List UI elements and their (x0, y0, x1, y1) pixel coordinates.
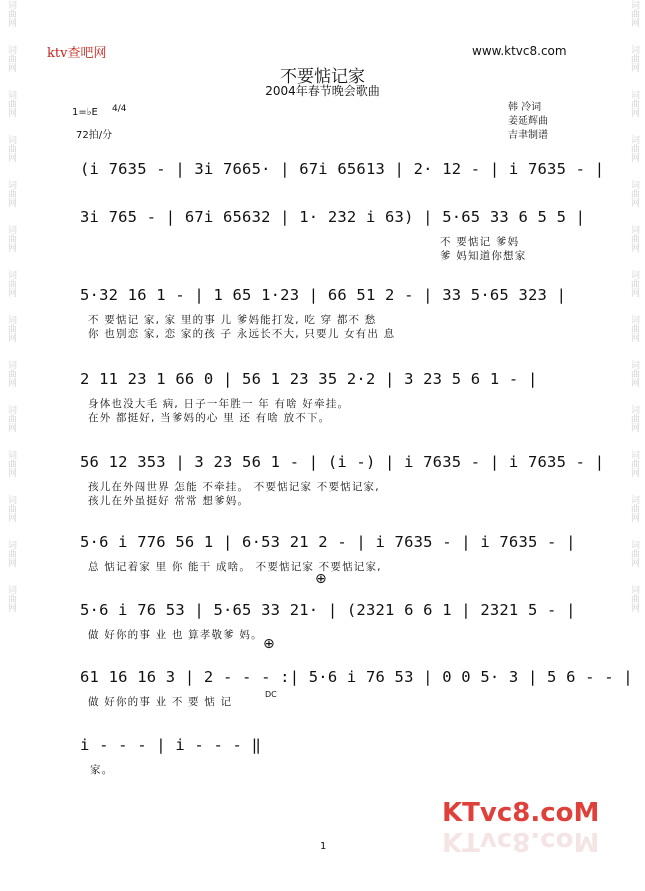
time-signature: 4/4 (112, 104, 127, 114)
score-line-notes: 5·32 16 1 - | 1 65 1·23 | 66 51 2 - | 33 5·65 323 | (80, 286, 567, 304)
watermark-glyph: 词曲网 (6, 90, 16, 117)
watermark-glyph: 词曲网 (6, 135, 16, 162)
watermark-glyph: 词曲网 (6, 360, 16, 387)
composer: 姜延辉曲 (508, 116, 548, 127)
watermark-glyph: 词曲网 (6, 315, 16, 342)
coda-sign-2: ⊕ (263, 636, 275, 652)
watermark-glyph: 词曲网 (629, 540, 639, 567)
score-line-lyric: 做 好你的事 业 也 算孝敬爹 妈。 (88, 629, 263, 641)
key-signature: 1=♭E (72, 107, 98, 118)
dc-marker: DC (265, 690, 277, 699)
page-number: 1 (320, 841, 327, 852)
score-line-lyric: 爹 妈知道你想家 (440, 250, 527, 262)
watermark-glyph: 词曲网 (629, 405, 639, 432)
score-line-notes: i - - - | i - - - ‖ (80, 736, 262, 754)
score-line-notes: 5·6 i 76 53 | 5·65 33 21· | (2321 6 6 1 | 2321 5 - | (80, 601, 576, 619)
watermark-glyph: 词曲网 (629, 225, 639, 252)
footer-logo-reflection: KTvc8.coM (442, 826, 600, 856)
watermark-glyph: 词曲网 (6, 405, 16, 432)
watermark-glyph: 词曲网 (6, 45, 16, 72)
score-line-lyric: 孩儿在外虽挺好 常常 想爹妈。 (88, 495, 250, 507)
watermark-glyph: 词曲网 (6, 450, 16, 477)
watermark-glyph: 词曲网 (629, 270, 639, 297)
watermark-glyph: 词曲网 (629, 180, 639, 207)
watermark-glyph: 词曲网 (629, 585, 639, 612)
song-title: 不要惦记家 (280, 67, 365, 87)
coda-sign-1: ⊕ (315, 571, 327, 587)
brand-logo-text: ktv查吧网 (47, 46, 107, 61)
watermark-glyph: 词曲网 (629, 90, 639, 117)
watermark-glyph: 词曲网 (629, 450, 639, 477)
score-line-lyric: 不 要惦记 爹妈 (440, 236, 520, 248)
score-line-lyric: 不 要惦记 家, 家 里的事 儿 爹妈能打发, 吃 穿 都不 愁 (88, 314, 377, 326)
tempo: 72拍/分 (76, 130, 113, 141)
watermark-glyph: 词曲网 (629, 0, 639, 27)
watermark-glyph: 词曲网 (629, 495, 639, 522)
watermark-glyph: 词曲网 (6, 540, 16, 567)
score-line-lyric: 总 惦记着家 里 你 能干 成啥。 不要惦记家 不要惦记家, (88, 561, 382, 573)
watermark-glyph: 词曲网 (6, 495, 16, 522)
watermark-glyph: 词曲网 (6, 225, 16, 252)
score-line-lyric: 孩儿在外闯世界 怎能 不牵挂。 不要惦记家 不要惦记家, (88, 481, 380, 493)
watermark-glyph: 词曲网 (6, 0, 16, 27)
score-line-notes: 3i 765 - | 67i 65632 | 1· 232 i 63) | 5·65 33 6 5 5 | (80, 208, 586, 226)
watermark-glyph: 词曲网 (6, 180, 16, 207)
score-line-lyric: 家。 (90, 764, 114, 776)
footer-logo: KTvc8.coM (442, 798, 600, 828)
score-line-lyric: 身体也没大毛 病, 日子一年胜一 年 有啥 好牵挂。 (88, 398, 350, 410)
score-line-notes: 61 16 16 3 | 2 - - - :| 5·6 i 76 53 | 0 0 5· 3 | 5 6 - - | (80, 668, 633, 686)
score-line-notes: 2 11 23 1 66 0 | 56 1 23 35 2·2 | 3 23 5 6 1 - | (80, 370, 538, 388)
site-url: www.ktvc8.com (472, 44, 567, 58)
score-line-notes: 5·6 i 776 56 1 | 6·53 21 2 - | i 7635 - | i 7635 - | (80, 533, 576, 551)
watermark-glyph: 词曲网 (629, 135, 639, 162)
score-line-lyric: 做 好你的事 业 不 要 惦 记 (88, 696, 233, 708)
song-subtitle: 2004年春节晚会歌曲 (265, 84, 380, 98)
arranger: 吉聿制谱 (508, 130, 548, 141)
watermark-glyph: 词曲网 (629, 315, 639, 342)
lyricist: 韩 冷词 (508, 102, 542, 113)
score-line-notes: (i 7635 - | 3i 7665· | 67i 65613 | 2· 12 - | i 7635 - | (80, 160, 605, 178)
score-line-lyric: 你 也别恋 家, 恋 家的孩 子 永远长不大, 只要儿 女有出 息 (88, 328, 396, 340)
score-line-notes: 56 12 353 | 3 23 56 1 - | (i -) | i 7635 - | i 7635 - | (80, 453, 605, 471)
watermark-glyph: 词曲网 (6, 585, 16, 612)
watermark-glyph: 词曲网 (629, 45, 639, 72)
score-line-lyric: 在外 都挺好, 当爹妈的心 里 还 有啥 放不下。 (88, 412, 331, 424)
watermark-glyph: 词曲网 (6, 270, 16, 297)
watermark-glyph: 词曲网 (629, 360, 639, 387)
